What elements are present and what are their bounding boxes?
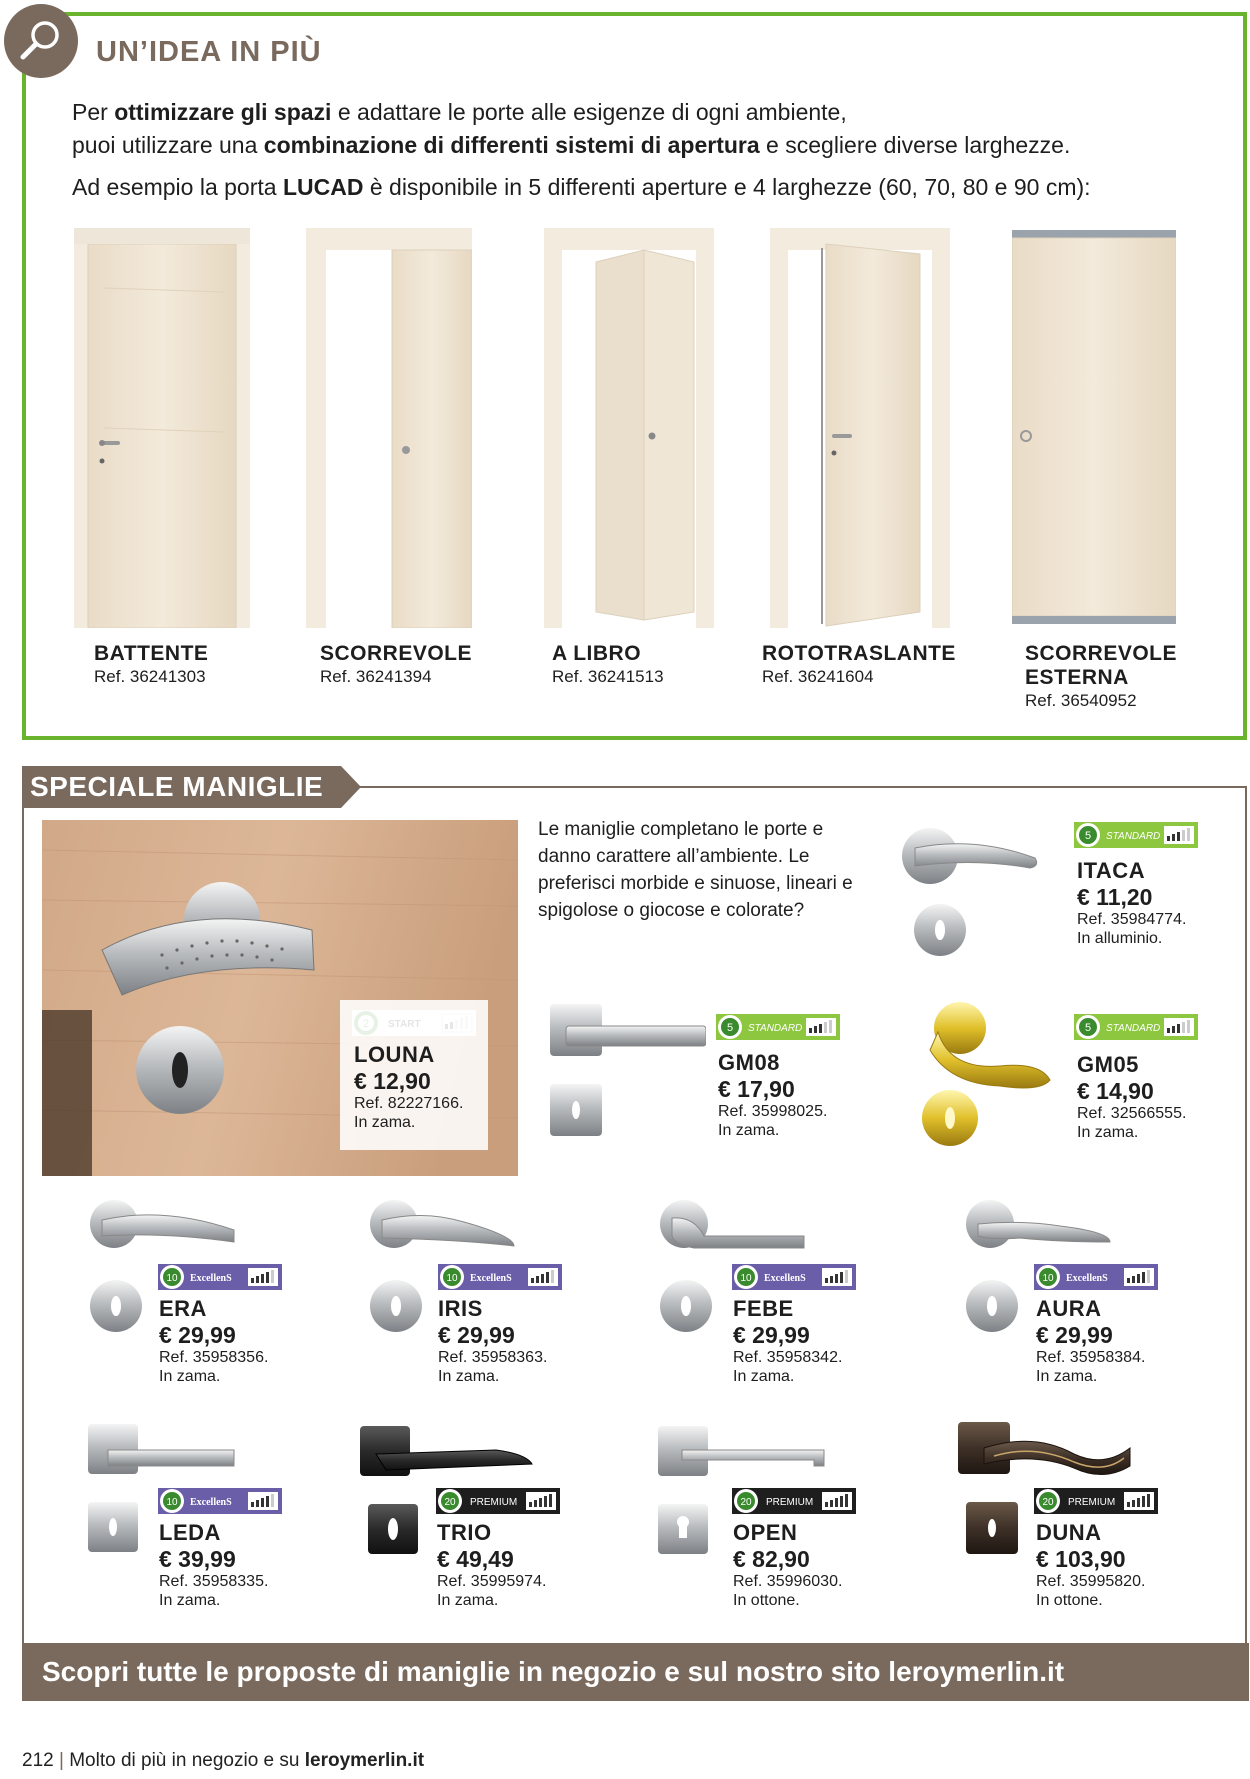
svg-text:STANDARD: STANDARD [1106, 1023, 1161, 1034]
svg-text:PREMIUM: PREMIUM [1068, 1497, 1116, 1508]
door-scorrevole-esterna-image [1012, 230, 1176, 624]
badge-gm05 [1074, 1014, 1198, 1040]
magnifier-icon [15, 15, 67, 67]
door-a-libro-image [544, 228, 714, 628]
door-label-rototraslante: ROTOTRASLANTE Ref. 36241604 [762, 642, 956, 686]
product-iris: IRIS € 29,99 Ref. 35958363. In zama. [438, 1296, 548, 1385]
door-label-scorrevole-esterna: SCORREVOLE ESTERNA Ref. 36540952 [1025, 642, 1178, 710]
product-itaca: ITACA € 11,20 Ref. 35984774. In alluminio. [1077, 858, 1187, 947]
svg-text:5: 5 [1084, 1022, 1092, 1034]
page-footer: 212 | Molto di più in negozio e su leroymerlin.it [22, 1750, 425, 1771]
promo-banner[interactable]: Scopri tutte le proposte di maniglie in negozio e sul nostro sito leroymerlin.it [22, 1643, 1249, 1701]
svg-text:20: 20 [740, 1497, 752, 1508]
badge-trio [436, 1488, 560, 1514]
svg-text:10: 10 [446, 1273, 458, 1284]
badge-iris [438, 1264, 562, 1290]
product-gm08: GM08 € 17,90 Ref. 35998025. In zama. [718, 1050, 828, 1139]
badge-aura [1034, 1264, 1158, 1290]
badge-duna [1034, 1488, 1158, 1514]
page-number: 212 [22, 1750, 54, 1771]
product-aura: AURA € 29,99 Ref. 35958384. In zama. [1036, 1296, 1146, 1385]
gm05-handle-image [910, 1000, 1060, 1150]
door-rototraslante-image [770, 228, 950, 628]
svg-text:PREMIUM: PREMIUM [470, 1497, 518, 1508]
idea-title: UN’IDEA IN PIÙ [96, 36, 322, 68]
product-duna: DUNA € 103,90 Ref. 35995820. In ottone. [1036, 1520, 1146, 1609]
svg-text:STANDARD: STANDARD [748, 1023, 803, 1034]
svg-text:5: 5 [726, 1022, 734, 1034]
badge-era [158, 1264, 282, 1290]
product-febe: FEBE € 29,99 Ref. 35958342. In zama. [733, 1296, 843, 1385]
product-gm05: GM05 € 14,90 Ref. 32566555. In zama. [1077, 1052, 1187, 1141]
svg-text:STANDARD: STANDARD [1106, 831, 1161, 842]
svg-text:ExcellenS: ExcellenS [190, 1273, 232, 1284]
svg-text:PREMIUM: PREMIUM [766, 1497, 814, 1508]
badge-gm08 [716, 1014, 840, 1040]
badge-leda [158, 1488, 282, 1514]
svg-text:10: 10 [166, 1273, 178, 1284]
product-era: ERA € 29,99 Ref. 35958356. In zama. [159, 1296, 269, 1385]
section-intro: Le maniglie completano le porte e danno carattere all’ambiente. Le preferisci morbide e sinuose, lineari e spigolose o giocose e colorate? [538, 819, 853, 921]
idea-paragraph-1: Per ottimizzare gli spazi e adattare le porte alle esigenze di ogni ambiente, puoi utilizzare una combinazione di differenti sistemi di apertura e scegliere diverse larghezze. [72, 99, 1071, 158]
badge-open [732, 1488, 856, 1514]
svg-text:ExcellenS: ExcellenS [190, 1497, 232, 1508]
svg-text:10: 10 [740, 1273, 752, 1284]
badge-itaca [1074, 822, 1198, 848]
footer-site-link[interactable]: leroymerlin.it [304, 1750, 425, 1771]
product-leda: LEDA € 39,99 Ref. 35958335. In zama. [159, 1520, 269, 1609]
itaca-handle-image [895, 818, 1045, 958]
gm08-handle-image [546, 1000, 706, 1140]
idea-badge [4, 4, 78, 78]
svg-text:10: 10 [1042, 1273, 1054, 1284]
product-open: OPEN € 82,90 Ref. 35996030. In ottone. [733, 1520, 843, 1609]
door-scorrevole-image [306, 228, 472, 628]
door-label-battente: BATTENTE Ref. 36241303 [94, 642, 209, 686]
idea-paragraph-2: Ad esempio la porta LUCAD è disponibile in 5 differenti aperture e 4 larghezze (60, 70, 80 e 90 cm): [72, 174, 1091, 200]
section-title: SPECIALE MANIGLIE [22, 766, 341, 808]
svg-text:ExcellenS: ExcellenS [764, 1273, 806, 1284]
door-battente-image [74, 228, 250, 628]
svg-text:ExcellenS: ExcellenS [470, 1273, 512, 1284]
svg-text:10: 10 [166, 1497, 178, 1508]
product-trio: TRIO € 49,49 Ref. 35995974. In zama. [437, 1520, 547, 1609]
svg-text:5: 5 [1084, 830, 1092, 842]
svg-text:ExcellenS: ExcellenS [1066, 1273, 1108, 1284]
door-label-a-libro: A LIBRO Ref. 36241513 [552, 642, 664, 686]
product-louna: LOUNA € 12,90 Ref. 82227166. In zama. [354, 1042, 464, 1131]
svg-text:20: 20 [444, 1497, 456, 1508]
badge-febe [732, 1264, 856, 1290]
door-label-scorrevole: SCORREVOLE Ref. 36241394 [320, 642, 473, 686]
svg-text:20: 20 [1042, 1497, 1054, 1508]
maniglie-frame-left [22, 786, 24, 1646]
